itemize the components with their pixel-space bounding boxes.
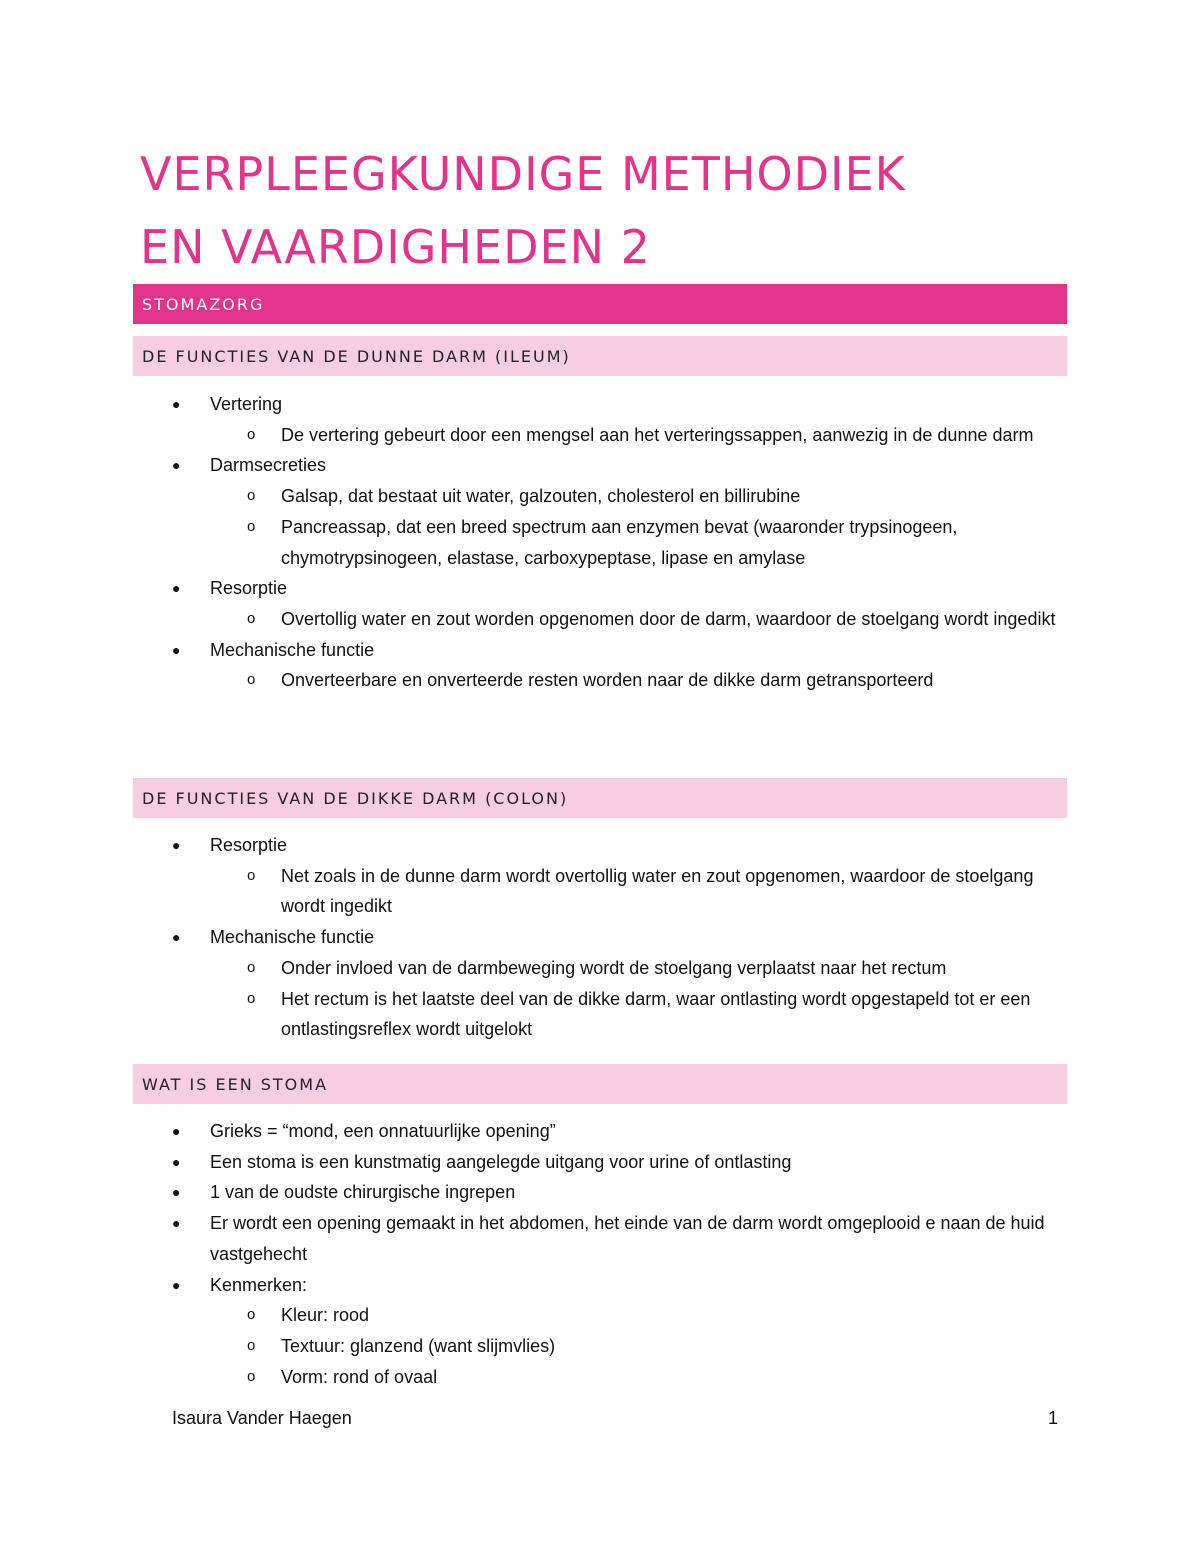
list-item bbox=[0, 450, 1200, 573]
list-dunne-darm bbox=[0, 389, 1200, 696]
sub-bullet-icon: o bbox=[247, 609, 256, 627]
bullet-icon: ● bbox=[172, 929, 181, 946]
list-item-text: Grieks = “mond, een onnatuurlijke opening” bbox=[210, 1121, 556, 1141]
sub-list-item bbox=[247, 604, 1070, 635]
sub-list-item-text: Galsap, dat bestaat uit water, galzouten, cholesterol en billirubine bbox=[281, 486, 801, 507]
list-item-text: Er wordt een opening gemaakt in het abdomen, het einde van de darm wordt omgeplooid e naan de huid vastgehecht bbox=[210, 1213, 1045, 1264]
sub-bullet-icon: o bbox=[247, 1306, 256, 1324]
sub-list-item-text: Net zoals in de dunne darm wordt overtollig water en zout opgenomen, waardoor de stoelgang wordt ingedikt bbox=[281, 865, 1034, 917]
list-item-text: Een stoma is een kunstmatig aangelegde uitgang voor urine of ontlasting bbox=[210, 1151, 792, 1172]
sub-list-item bbox=[247, 420, 1070, 451]
sub-bullet-icon: o bbox=[247, 989, 256, 1007]
sub-list-item bbox=[247, 861, 1070, 922]
sub-list-item-text: Onverteerbare en onverteerde resten worden naar de dikke darm getransporteerd bbox=[281, 670, 934, 691]
sub-list-item bbox=[247, 1300, 1070, 1331]
bullet-icon: ● bbox=[172, 396, 181, 412]
heading-stomazorg: STOMAZORG bbox=[133, 284, 1067, 324]
list-item bbox=[0, 1147, 1200, 1178]
bullet-icon: ● bbox=[172, 1276, 181, 1293]
list-item-text: Mechanische functie bbox=[210, 639, 375, 660]
document-title bbox=[140, 138, 1080, 284]
sub-list-item-text: Vorm: rond of ovaal bbox=[281, 1366, 438, 1387]
list-item-text: Vertering bbox=[210, 394, 283, 414]
title-line-1: VERPLEEGKUNDIGE METHODIEK bbox=[140, 147, 906, 201]
sub-list-item bbox=[247, 1331, 1070, 1362]
sub-bullet-icon: o bbox=[247, 425, 256, 443]
list-item bbox=[0, 573, 1200, 634]
list-item-text: Resorptie bbox=[210, 835, 288, 855]
sub-list-item-text: Onder invloed van de darmbeweging wordt de stoelgang verplaatst naar het rectum bbox=[281, 957, 947, 978]
sub-bullet-icon: o bbox=[247, 1367, 256, 1385]
bullet-icon: ● bbox=[172, 1184, 181, 1201]
sub-list-item bbox=[247, 481, 1070, 512]
list-item-text: Darmsecreties bbox=[210, 455, 327, 476]
list-item-text: Resorptie bbox=[210, 578, 288, 599]
list-stoma bbox=[0, 1116, 1200, 1392]
footer-page-number: 1 bbox=[1048, 1408, 1059, 1428]
list-item-text: Kenmerken: bbox=[210, 1274, 308, 1295]
sub-list-item-text: Overtollig water en zout worden opgenomen door de darm, waardoor de stoelgang wordt ingedikt bbox=[281, 608, 1056, 629]
list-item-text: 1 van de oudste chirurgische ingrepen bbox=[210, 1182, 516, 1203]
title-line-2: EN VAARDIGHEDEN 2 bbox=[140, 220, 651, 274]
bullet-icon: ● bbox=[172, 580, 181, 597]
list-item bbox=[0, 1177, 1200, 1208]
sub-list-item bbox=[247, 665, 1070, 696]
footer-author: Isaura Vander Haegen bbox=[172, 1408, 352, 1428]
bullet-icon: ● bbox=[172, 641, 181, 658]
sub-list-item bbox=[247, 512, 1070, 573]
bullet-icon: ● bbox=[172, 1153, 181, 1170]
sub-list-item-text: Het rectum is het laatste deel van de dikke darm, waar ontlasting wordt opgestapeld tot er een ontlastingsreflex wordt uitgelokt bbox=[281, 988, 1031, 1040]
sub-bullet-icon: o bbox=[247, 958, 256, 976]
list-item-text: Mechanische functie bbox=[210, 927, 375, 948]
section-heading-dunne-darm: DE FUNCTIES VAN DE DUNNE DARM (ILEUM) bbox=[133, 336, 1067, 376]
sub-list-item bbox=[247, 984, 1070, 1045]
sub-bullet-icon: o bbox=[247, 866, 256, 884]
bullet-icon: ● bbox=[172, 837, 181, 853]
sub-list-item-text: Pancreassap, dat een breed spectrum aan enzymen bevat (waaronder trypsinogeen, chymotrypsinogeen, elastase, carboxypeptase, lipase en amylase bbox=[281, 516, 958, 568]
list-item bbox=[0, 635, 1200, 696]
sub-bullet-icon: o bbox=[247, 671, 256, 689]
section-heading-dikke-darm: DE FUNCTIES VAN DE DIKKE DARM (COLON) bbox=[133, 778, 1067, 818]
list-item bbox=[0, 1116, 1200, 1147]
bullet-icon: ● bbox=[172, 1123, 181, 1139]
sub-list-item bbox=[247, 1362, 1070, 1393]
sub-list-item-text: De vertering gebeurt door een mengsel aan het verteringssappen, aanwezig in de dunne darm bbox=[281, 424, 1034, 445]
bullet-icon: ● bbox=[172, 457, 181, 474]
sub-bullet-icon: o bbox=[247, 487, 256, 505]
list-item bbox=[0, 389, 1200, 450]
list-item bbox=[0, 1270, 1200, 1393]
sub-list-item-text: Textuur: glanzend (want slijmvlies) bbox=[281, 1335, 556, 1356]
list-item bbox=[0, 830, 1200, 922]
sub-list-item-text: Kleur: rood bbox=[281, 1305, 370, 1326]
sub-bullet-icon: o bbox=[247, 517, 256, 535]
bullet-icon: ● bbox=[172, 1215, 181, 1232]
list-item bbox=[0, 1208, 1200, 1269]
sub-list-item bbox=[247, 953, 1070, 984]
section-heading-wat-is-een-stoma: WAT IS EEN STOMA bbox=[133, 1064, 1067, 1104]
list-dikke-darm bbox=[0, 830, 1200, 1045]
list-item bbox=[0, 922, 1200, 1045]
sub-bullet-icon: o bbox=[247, 1336, 256, 1354]
